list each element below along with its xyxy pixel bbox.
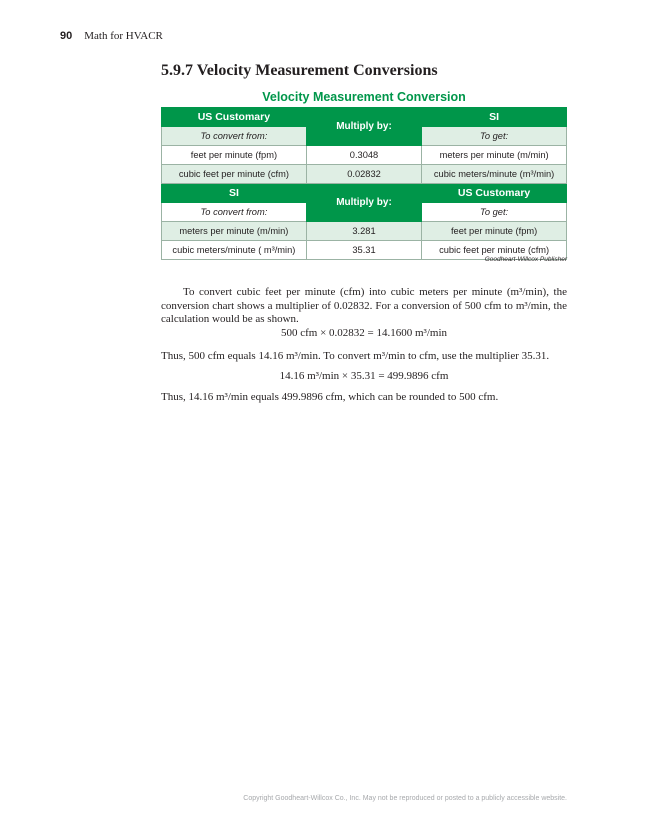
equation: 500 cfm × 0.02832 = 14.1600 m³/min [280, 327, 448, 339]
subheader-convert-from: To convert from: [162, 127, 307, 146]
table-row [162, 146, 567, 165]
table-header-row [162, 108, 567, 127]
subheader-convert-from: To convert from: [162, 203, 307, 222]
header-multiply-by: Multiply by: [306, 108, 421, 146]
velocity-conversion-table [161, 107, 567, 260]
header-multiply-by: Multiply by: [306, 184, 421, 222]
table-cell-to: cubic meters/minute (m³/min) [422, 165, 567, 184]
table-cell-multiplier: 35.31 [306, 241, 421, 260]
body-paragraph: To convert cubic feet per minute (cfm) into cubic meters per minute (m³/min), the conversion chart shows a multiplier of 0.02832. For a conversion of 500 cfm to m³/min, the calculation would be as shown. [161, 286, 567, 325]
table-header-row [162, 184, 567, 203]
table-cell-to: cubic feet per minute (cfm) [422, 241, 567, 260]
page-number: 90 [60, 30, 73, 42]
subheader-to-get: To get: [422, 203, 567, 222]
table-cell-from: cubic meters/minute ( m³/min) [162, 241, 307, 260]
table-cell-to: meters per minute (m/min) [422, 146, 567, 165]
body-paragraph: Thus, 14.16 m³/min equals 499.9896 cfm, which can be rounded to 500 cfm. [161, 391, 499, 403]
subheader-to-get: To get: [422, 127, 567, 146]
equation: 14.16 m³/min × 35.31 = 499.9896 cfm [279, 370, 449, 382]
table-cell-multiplier: 0.3048 [306, 146, 421, 165]
body-paragraph: Thus, 500 cfm equals 14.16 m³/min. To convert m³/min to cfm, use the multiplier 35.31. [161, 350, 550, 362]
table-cell-multiplier: 0.02832 [306, 165, 421, 184]
table-cell-multiplier: 3.281 [306, 222, 421, 241]
table-cell-from: cubic feet per minute (cfm) [162, 165, 307, 184]
header-si: SI [162, 184, 307, 203]
table-cell-to: feet per minute (fpm) [422, 222, 567, 241]
running-head [60, 30, 163, 42]
copyright-notice: Copyright Goodheart-Willcox Co., Inc. May not be reproduced or posted to a publicly accessible website. [243, 795, 567, 802]
table-row [162, 165, 567, 184]
header-us-customary: US Customary [422, 184, 567, 203]
image-credit: Goodheart-Willcox Publisher [484, 256, 567, 263]
table-cell-from: feet per minute (fpm) [162, 146, 307, 165]
table-row [162, 222, 567, 241]
table-caption: Velocity Measurement Conversion [262, 90, 466, 104]
section-heading: 5.9.7 Velocity Measurement Conversions [161, 62, 438, 79]
header-us-customary: US Customary [162, 108, 307, 127]
header-si: SI [422, 108, 567, 127]
table-cell-from: meters per minute (m/min) [162, 222, 307, 241]
book-title: Math for HVACR [84, 30, 163, 42]
